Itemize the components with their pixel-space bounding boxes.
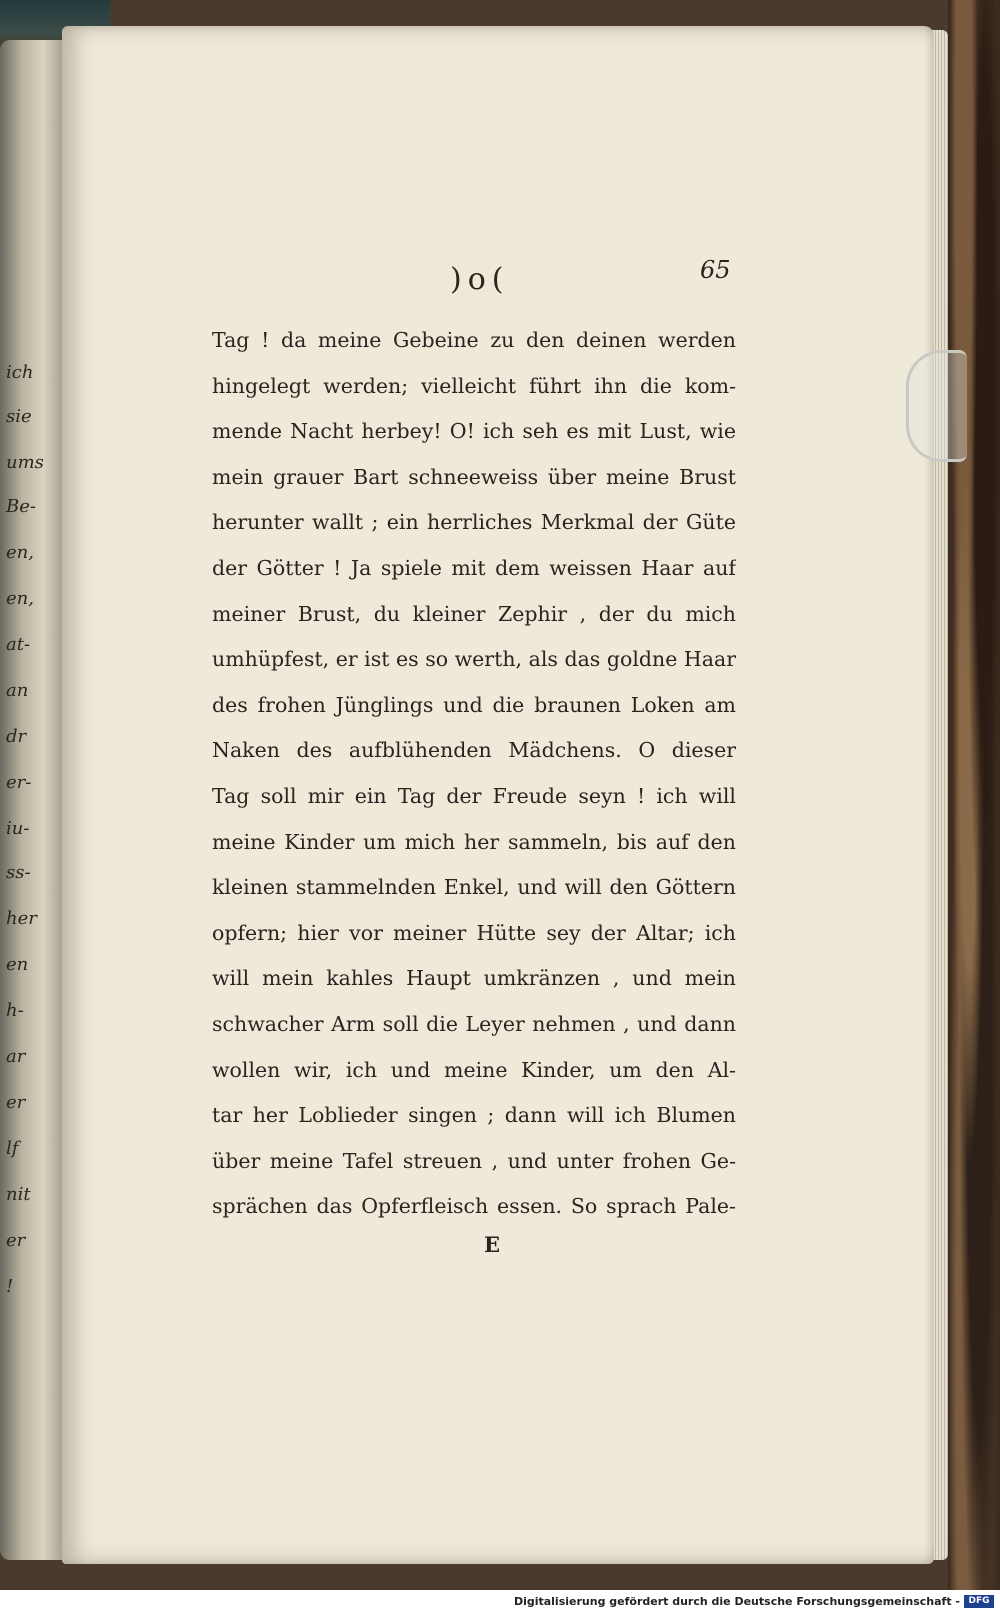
text-line: Tag ! da meine Gebeine zu den deinen werden	[212, 328, 736, 352]
text-line: schwacher Arm soll die Leyer nehmen , und dann	[212, 1011, 736, 1036]
facing-page-fragment: ar	[6, 1046, 26, 1067]
text-line: kleinen stammelnden Enkel, und will den Göttern	[212, 875, 736, 900]
text-line: mein grauer Bart schneeweiss über meine Brust	[212, 464, 736, 489]
text-line: des frohen Jünglings und die braunen Loken am	[212, 692, 736, 717]
facing-page-fragment: er	[6, 1092, 26, 1113]
facing-page-fragment: h-	[6, 1000, 24, 1021]
facing-page-fragment: sie	[6, 406, 32, 427]
facing-page-fragment: at-	[6, 634, 31, 655]
facing-page-fragment: nit	[6, 1184, 31, 1205]
text-line: wollen wir, ich und meine Kinder, um den Al-	[212, 1057, 736, 1082]
facing-page-fragment: an	[6, 680, 29, 701]
text-line: opfern; hier vor meiner Hütte sey der Altar; ich	[212, 920, 736, 945]
signature-mark: E	[484, 1232, 501, 1257]
facing-page-fragment: Be-	[6, 496, 36, 517]
facing-page-fragment: her	[6, 908, 37, 929]
text-line: herunter wallt ; ein herrliches Merkmal der Güte	[212, 510, 736, 535]
marbled-cover-board	[948, 0, 1000, 1590]
text-line: will mein kahles Haupt umkränzen , und mein	[212, 966, 736, 991]
dfg-logo-icon: DFG	[964, 1595, 994, 1608]
facing-page-fragment: ich	[6, 362, 34, 383]
text-line: tar her Loblieder singen ; dann will ich Blumen	[212, 1103, 736, 1128]
text-line: umhüpfest, er ist es so werth, als das goldne Haar	[212, 647, 736, 672]
text-line: Tag soll mir ein Tag der Freude seyn ! ich will	[212, 783, 736, 808]
text-line: über meine Tafel streuen , und unter frohen Ge-	[212, 1148, 736, 1173]
page-number: 65	[700, 256, 731, 284]
running-header-ornament: )o(	[450, 262, 510, 297]
facing-page-edge	[0, 40, 62, 1560]
facing-page-fragment: en,	[6, 588, 34, 609]
facing-page-fragment: en,	[6, 542, 34, 563]
facing-page-fragment: ums	[6, 452, 44, 473]
text-line: meiner Brust, du kleiner Zephir , der du mich	[212, 601, 736, 626]
text-line: sprächen das Opferfleisch essen. So sprach Pale-	[212, 1194, 736, 1219]
facing-page-fragment: er-	[6, 772, 32, 793]
facing-page-fragment: !	[6, 1276, 14, 1297]
facing-page-fragment: en	[6, 954, 29, 975]
body-text	[212, 318, 736, 1230]
facing-page-fragment: er	[6, 1230, 26, 1251]
text-line: hingelegt werden; vielleicht führt ihn die kom-	[212, 373, 736, 398]
text-line: Naken des aufblühenden Mädchens. O dieser	[212, 738, 736, 763]
page-clip	[906, 350, 967, 462]
text-line: der Götter ! Ja spiele mit dem weissen Haar auf	[212, 555, 736, 580]
text-line: meine Kinder um mich her sammeln, bis auf den	[212, 829, 736, 854]
facing-page-fragment: ss-	[6, 862, 31, 883]
facing-page-fragment: iu-	[6, 818, 30, 839]
facing-page-fragment: dr	[6, 726, 27, 747]
digitization-credit: Digitalisierung gefördert durch die Deutsche Forschungsgemeinschaft -	[513, 1595, 960, 1608]
facing-page-fragment: lf	[6, 1138, 19, 1159]
text-line: mende Nacht herbey! O! ich seh es mit Lust, wie	[212, 419, 736, 444]
